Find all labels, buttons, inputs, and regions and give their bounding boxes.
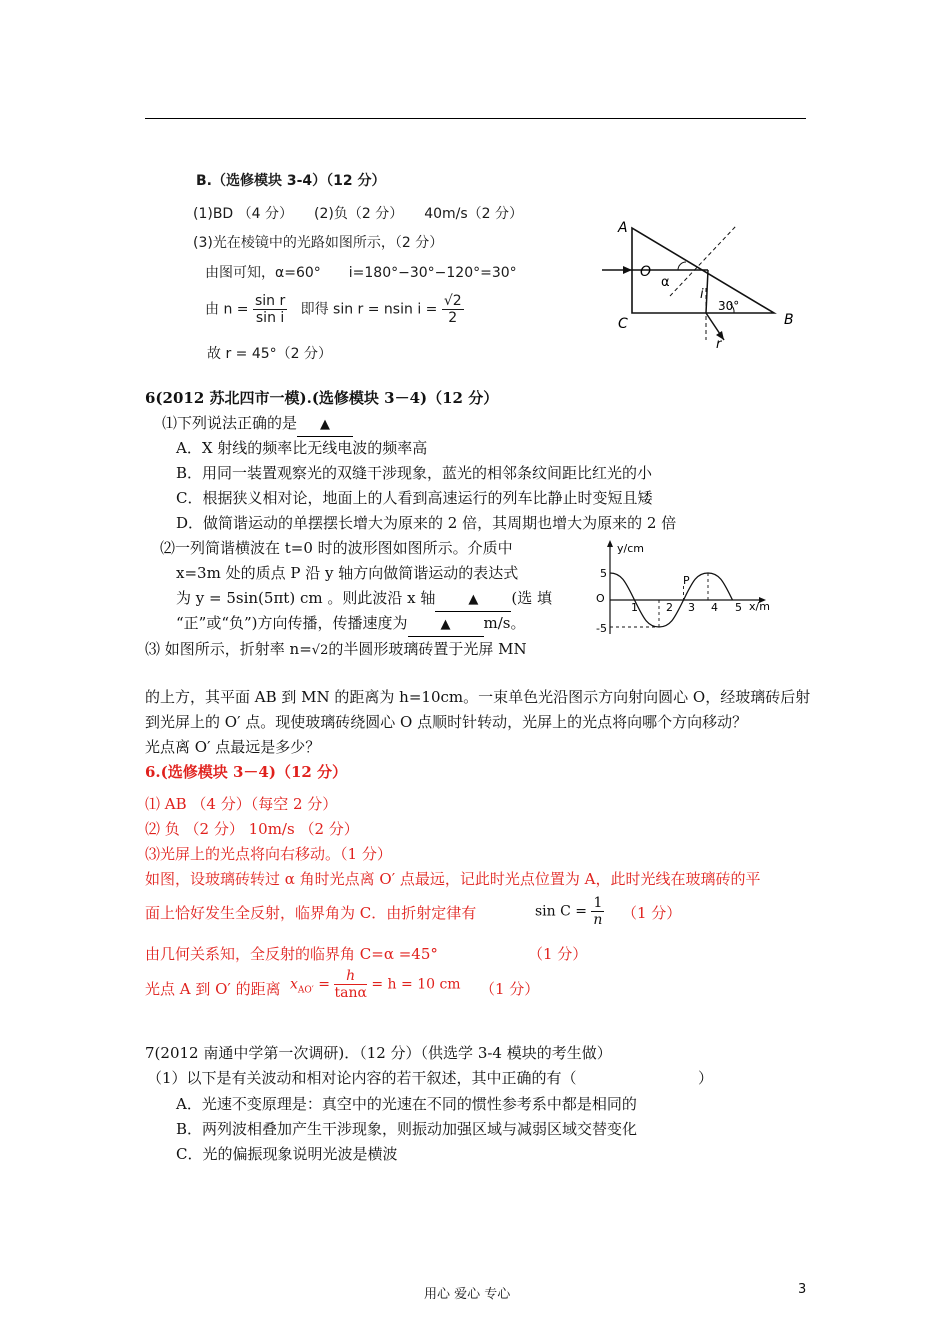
- arrow-icon: [607, 540, 613, 547]
- answer-blank: [297, 412, 353, 437]
- svg-text:30°: 30°: [718, 299, 740, 313]
- svg-text:y/cm: y/cm: [617, 542, 644, 555]
- q7-part1: （1）以下是有关波动和相对论内容的若干叙述，其中正确的有（: [147, 1069, 577, 1087]
- answer6-a5: 面上恰好发生全反射，临界角为 C．由折射定律有: [145, 904, 477, 922]
- answer6-a6-score: （1 分）: [528, 945, 588, 963]
- footer-slogan: 用心 爱心 专心: [424, 1287, 511, 1302]
- formula-equals: =: [318, 976, 331, 993]
- q6-part1-stem: ⑴下列说法正确的是: [162, 414, 298, 432]
- arrow-icon: [623, 266, 632, 274]
- formula-result: = h = 10 cm: [371, 976, 461, 993]
- q6-part3-line2: 的上方，其平面 AB 到 MN 的距离为 h=10cm。一束单色光沿图示方向射向圆心 O，经玻璃砖后射: [145, 688, 811, 706]
- section-b-line5: 故 r = 45°（2 分）: [207, 346, 333, 362]
- svg-text:O: O: [640, 264, 652, 280]
- q7-part1-close: ）: [698, 1069, 714, 1087]
- distance-formula: [290, 968, 461, 1001]
- svg-text:1: 1: [631, 601, 638, 614]
- svg-text:O: O: [596, 592, 605, 605]
- answer6-a5-score: （1 分）: [622, 904, 682, 922]
- q6-option-c: C．根据狭义相对论，地面上的人看到高速运行的列车比静止时变短且矮: [176, 489, 653, 507]
- answer6-a7: 光点 A 到 O′ 的距离: [145, 980, 281, 998]
- answer6-a4: 如图，设玻璃砖转过 α 角时光点离 O′ 点最远，记此时光点位置为 A，此时光线在玻璃砖的平: [145, 870, 761, 888]
- triangle-icon: ▲: [440, 617, 451, 632]
- triangle-icon: ▲: [468, 592, 479, 607]
- svg-text:i: i: [700, 287, 704, 302]
- svg-text:3: 3: [688, 601, 695, 614]
- q6-part3-stem2: 的半圆形玻璃砖置于光屏 MN: [328, 640, 527, 658]
- fraction-h-over-tan: [334, 968, 366, 1001]
- answer6-title: 6.(选修模块 3－4)（12 分）: [145, 763, 348, 781]
- q6-part2-line2: x=3m 处的质点 P 沿 y 轴方向做简谐运动的表达式: [176, 564, 519, 582]
- q6-part3-line3: 到光屏上的 O′ 点。现使玻璃砖绕圆心 O 点顺时针转动，光屏上的光点将向哪个方向移动？: [145, 713, 748, 731]
- section-b-line3: 由图可知，α=60° i=180°−30°−120°=30°: [205, 265, 517, 281]
- fraction-denominator: 2: [448, 310, 458, 326]
- svg-text:4: 4: [711, 601, 718, 614]
- answer-blank: [435, 587, 511, 612]
- fraction-denominator: sin i: [255, 310, 285, 326]
- q6-part2-speed: “正”或“负”)方向传播，传播速度为: [176, 614, 408, 632]
- answer6-a6: 由几何关系知，全反射的临界角 C=α =45°: [145, 945, 438, 963]
- svg-text:r: r: [716, 337, 722, 350]
- q6-option-a: A．X 射线的频率比无线电波的频率高: [176, 439, 428, 457]
- q6-option-b: B．用同一装置观察光的双缝干涉现象，蓝光的相邻条纹间距比红光的小: [176, 464, 653, 482]
- answer6-a2: ⑵ 负 （2 分） 10m/s （2 分）: [145, 820, 359, 838]
- formula-x: x: [290, 976, 298, 993]
- svg-text:5: 5: [735, 601, 742, 614]
- section-b-line1: (1)BD （4 分） (2)负（2 分） 40m/s（2 分）: [193, 206, 524, 222]
- fraction-sinr-sini: [253, 293, 287, 326]
- q6-part3-line1: [145, 638, 527, 662]
- q6-option-d: D．做简谐运动的单摆摆长增大为原来的 2 倍，其周期也增大为原来的 2 倍: [176, 514, 677, 532]
- answer6-a1: ⑴ AB （4 分）（每空 2 分）: [145, 795, 338, 813]
- svg-text:B: B: [784, 312, 794, 328]
- q7-option-a: A．光速不变原理是：真空中的光速在不同的惯性参考系中都是相同的: [176, 1095, 637, 1113]
- normal-line: [670, 226, 736, 296]
- page-number: 3: [798, 1282, 807, 1297]
- q6-part3-line4: 光点离 O′ 点最远是多少？: [145, 738, 321, 756]
- formula-middle: 即得 sin r = nsin i =: [300, 301, 438, 318]
- svg-text:-5: -5: [596, 622, 607, 635]
- fraction-denominator: n: [593, 912, 603, 928]
- answer6-a3: ⑶光屏上的光点将向右移动。（1 分）: [145, 845, 392, 863]
- header-rule: [145, 118, 806, 119]
- fraction-numerator: √2: [443, 293, 462, 309]
- formula-subscript: AO′: [297, 985, 314, 996]
- svg-text:P: P: [683, 574, 690, 587]
- q6-part2-unit: m/s。: [483, 614, 526, 632]
- q7-option-b: B．两列波相叠加产生干涉现象，则振动加强区域与减弱区域交替变化: [176, 1120, 638, 1138]
- q6-title: 6(2012 苏北四市一模).(选修模块 3－4)（12 分）: [145, 389, 499, 407]
- answer-blank: [408, 612, 484, 637]
- q6-part2-expression: 为 y = 5sin(5πt) cm 。则此波沿 x 轴: [176, 589, 436, 607]
- fraction-denominator: tanα: [334, 985, 367, 1001]
- q6-part2-line3: [176, 587, 552, 612]
- section-b-title: B.（选修模块 3-4）（12 分）: [196, 173, 386, 189]
- svg-text:2: 2: [666, 601, 673, 614]
- prism-diagram: [598, 218, 798, 350]
- section-b-line4: [205, 293, 464, 326]
- fraction-numerator: 1: [593, 895, 603, 911]
- q6-part2-line4: [176, 612, 526, 637]
- fraction-numerator: h: [334, 968, 366, 985]
- q6-part2-choice: (选 填: [511, 589, 552, 607]
- q6-part3-stem: ⑶ 如图所示，折射率 n=: [145, 640, 312, 658]
- fraction-root2-over-2: [442, 293, 464, 326]
- formula-lhs: sin C =: [535, 903, 588, 920]
- sqrt2: √2: [311, 643, 329, 658]
- answer6-a7-score: （1 分）: [480, 980, 540, 998]
- svg-text:C: C: [618, 316, 628, 332]
- fraction-1-over-n: [591, 895, 604, 928]
- section-b-line2: (3)光在棱镜中的光路如图所示，（2 分）: [193, 235, 444, 251]
- svg-text:A: A: [618, 220, 628, 236]
- fraction-numerator: sin r: [254, 293, 286, 309]
- sinc-formula: [535, 895, 604, 928]
- q7-title: 7(2012 南通中学第一次调研)．（12 分）（供选学 3-4 模块的考生做）: [145, 1044, 612, 1062]
- svg-text:5: 5: [600, 567, 607, 580]
- q6-part1: [162, 412, 353, 437]
- triangle-icon: ▲: [320, 417, 331, 432]
- formula-prefix: 由 n =: [205, 301, 249, 318]
- svg-text:α: α: [661, 275, 670, 290]
- q7-option-c: C．光的偏振现象说明光波是横波: [176, 1145, 398, 1163]
- q6-part2-line1: ⑵一列简谐横波在 t=0 时的波形图如图所示。介质中: [160, 539, 513, 557]
- svg-text:x/m: x/m: [749, 600, 770, 613]
- wave-graph: [590, 538, 790, 638]
